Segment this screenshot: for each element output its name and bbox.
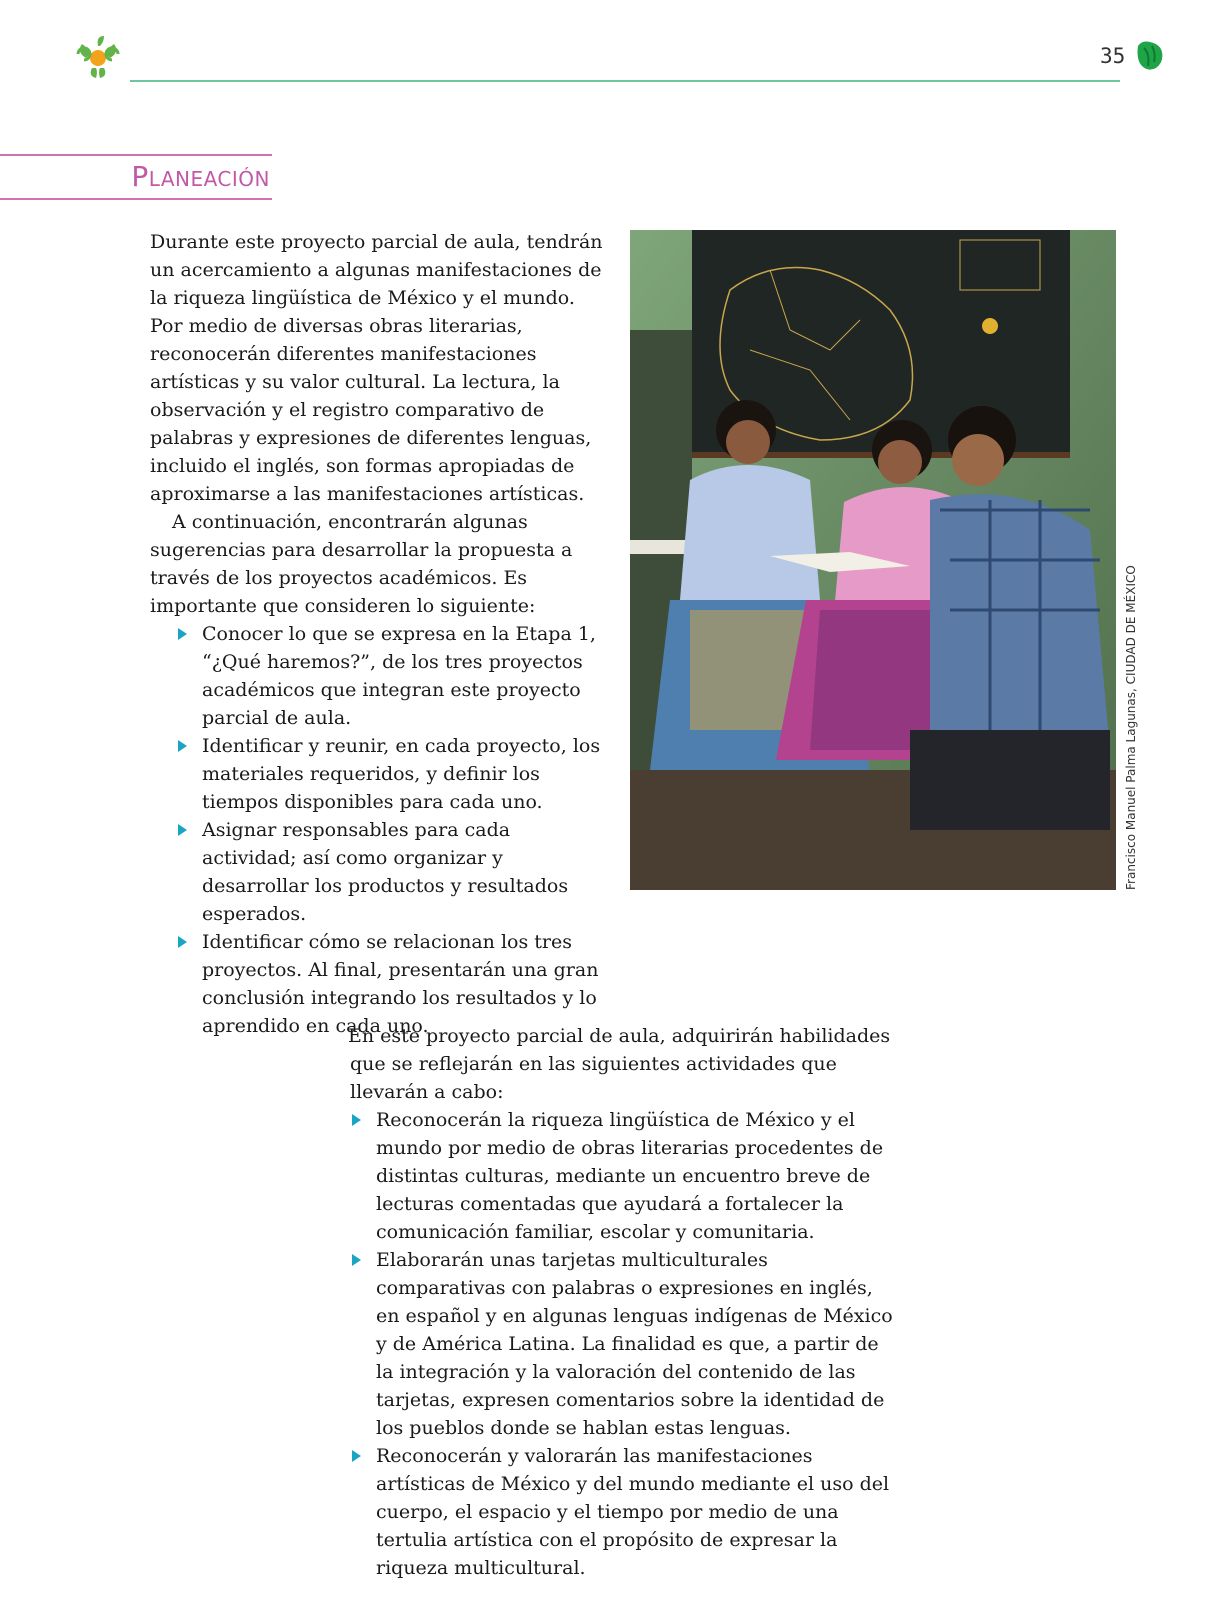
page-number: 35 <box>1100 44 1126 68</box>
bullet-triangle-icon <box>178 824 187 836</box>
intro-column <box>150 228 610 1040</box>
intro-paragraph-1: Durante este proyecto parcial de aula, tendrán un acercamiento a algunas manifestaciones de la riqueza lingüística de México y el mundo. Por medio de diversas obras literarias, reconocerán diferentes manifestaciones artísticas y su valor cultural. La lectura, la observación y el registro comparativo de palabras y expresiones de diferentes lenguas, incluido el inglés, son formas apropiadas de aproximarse a las manifestaciones artísticas. <box>150 231 603 505</box>
section-rule-top <box>0 154 272 156</box>
header-rule <box>130 80 1120 82</box>
list-item: Identificar cómo se relacionan los tres proyectos. Al final, presentarán una gran conclusión integrando los resultados y lo aprendido en cada uno. <box>202 928 610 1040</box>
intro-paragraph-2: A continuación, encontrarán algunas sugerencias para desarrollar la propuesta a través de los proyectos académicos. Es importante que consideren lo siguiente: <box>150 511 573 617</box>
list-item: Conocer lo que se expresa en la Etapa 1, “¿Qué haremos?”, de los tres proyectos académicos que integran este proyecto parcial de aula. <box>202 620 610 732</box>
flower-logo-icon <box>72 34 124 86</box>
skills-lead: En este proyecto parcial de aula, adquirirán habilidades que se reflejarán en las siguientes actividades que llevarán a cabo: <box>348 1025 891 1103</box>
skills-bullet-list <box>326 1106 896 1582</box>
classroom-photo <box>630 230 1116 890</box>
green-leaf-icon <box>1132 38 1168 74</box>
list-item: Elaborarán unas tarjetas multiculturales comparativas con palabras o expresiones en inglés, en español y en algunas lenguas indígenas de México y de América Latina. La finalidad es que, a partir de la integración y la valoración del contenido de las tarjetas, expresen comentarios sobre la identidad de los pueblos donde se hablan estas lenguas. <box>376 1246 896 1442</box>
skills-block <box>326 1022 896 1582</box>
bullet-triangle-icon <box>178 936 187 948</box>
intro-bullet-list <box>150 620 610 1040</box>
bullet-triangle-icon <box>352 1114 361 1126</box>
bullet-triangle-icon <box>352 1254 361 1266</box>
list-item: Reconocerán la riqueza lingüística de México y el mundo por medio de obras literarias procedentes de distintas culturas, mediante un encuentro breve de lecturas comentadas que ayudará a fortalecer la comunicación familiar, escolar y comunitaria. <box>376 1106 896 1246</box>
bullet-triangle-icon <box>178 628 187 640</box>
section-rule-bottom <box>0 198 272 200</box>
list-item: Identificar y reunir, en cada proyecto, los materiales requeridos, y definir los tiempos disponibles para cada uno. <box>202 732 610 816</box>
bullet-triangle-icon <box>178 740 187 752</box>
list-item: Asignar responsables para cada actividad; así como organizar y desarrollar los productos y resultados esperados. <box>202 816 610 928</box>
list-item: Reconocerán y valorarán las manifestaciones artísticas de México y del mundo mediante el uso del cuerpo, el espacio y el tiempo por medio de una tertulia artística con el propósito de expresar la riqueza multicultural. <box>376 1442 896 1582</box>
bullet-triangle-icon <box>352 1450 361 1462</box>
section-title: Planeación <box>131 160 270 193</box>
photo-credit: Francisco Manuel Palma Lagunas, CIUDAD DE MÉXICO <box>1124 565 1138 890</box>
